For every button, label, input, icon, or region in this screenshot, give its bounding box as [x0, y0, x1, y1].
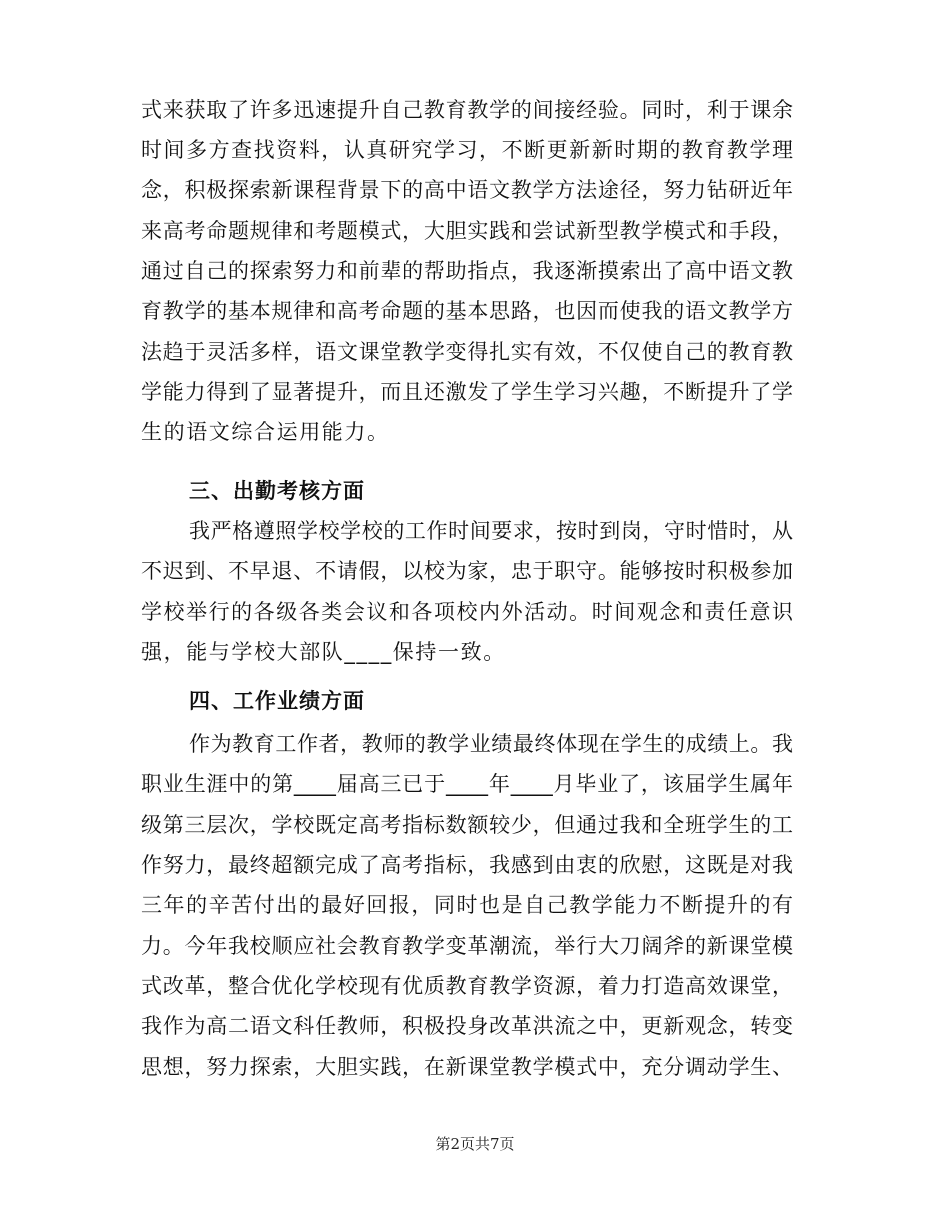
- paragraph-line: 我严格遵照学校学校的工作时间要求，按时到岗，守时惜时，从: [189, 519, 793, 543]
- paragraph-line: 作为教育工作者，教师的教学业绩最终体现在学生的成绩上。我: [189, 732, 793, 756]
- paragraph-line: 来高考命题规律和考题模式，大胆实践和尝试新型教学模式和手段，: [141, 219, 793, 243]
- paragraph-line: 思想，努力探索，大胆实践，在新课堂教学模式中，充分调动学生、: [141, 1055, 793, 1079]
- paragraph-line: 念，积极探索新课程背景下的高中语文教学方法途径，努力钻研近年: [141, 178, 793, 202]
- paragraph-line: 式改革，整合优化学校现有优质教育教学资源，着力打造高效课堂，: [141, 974, 793, 998]
- paragraph-line: 法趋于灵活多样，语文课堂教学变得扎实有效，不仅使自己的教育教: [141, 340, 793, 364]
- paragraph-line: 作努力，最终超额完成了高考指标，我感到由衷的欣慰，这既是对我: [141, 853, 793, 877]
- section-heading: 四、工作业绩方面: [189, 689, 365, 713]
- paragraph-line: 我作为高二语文科任教师，积极投身改革洪流之中，更新观念，转变: [141, 1014, 793, 1038]
- paragraph-line: 三年的辛苦付出的最好回报，同时也是自己教学能力不断提升的有: [141, 893, 793, 917]
- section-heading: 三、出勤考核方面: [189, 479, 365, 503]
- paragraph-line: 学能力得到了显著提升，而且还激发了学生学习兴趣，不断提升了学: [141, 380, 793, 404]
- paragraph-line: 力。今年我校顺应社会教育教学变革潮流，举行大刀阔斧的新课堂模: [141, 934, 793, 958]
- paragraph-line: 育教学的基本规律和高考命题的基本思路，也因而使我的语文教学方: [141, 299, 793, 323]
- paragraph-line: 时间多方查找资料，认真研究学习，不断更新新时期的教育教学理: [141, 138, 793, 162]
- paragraph-line: 学校举行的各级各类会议和各项校内外活动。时间观念和责任意识: [141, 600, 793, 624]
- paragraph-line: 职业生涯中的第____届高三已于____年____月毕业了，该届学生属年: [141, 772, 793, 796]
- paragraph-line: 不迟到、不早退、不请假，以校为家，忠于职守。能够按时积极参加: [141, 559, 793, 583]
- paragraph-line: 式来获取了许多迅速提升自己教育教学的间接经验。同时，利于课余: [141, 98, 793, 122]
- page-number-footer: 第2页共7页: [435, 1135, 515, 1153]
- paragraph-line: 强，能与学校大部队____保持一致。: [141, 640, 506, 664]
- paragraph-line: 通过自己的探索努力和前辈的帮助指点，我逐渐摸索出了高中语文教: [141, 259, 793, 283]
- paragraph-line: 级第三层次，学校既定高考指标数额较少，但通过我和全班学生的工: [141, 813, 793, 837]
- paragraph-line: 生的语文综合运用能力。: [141, 420, 390, 444]
